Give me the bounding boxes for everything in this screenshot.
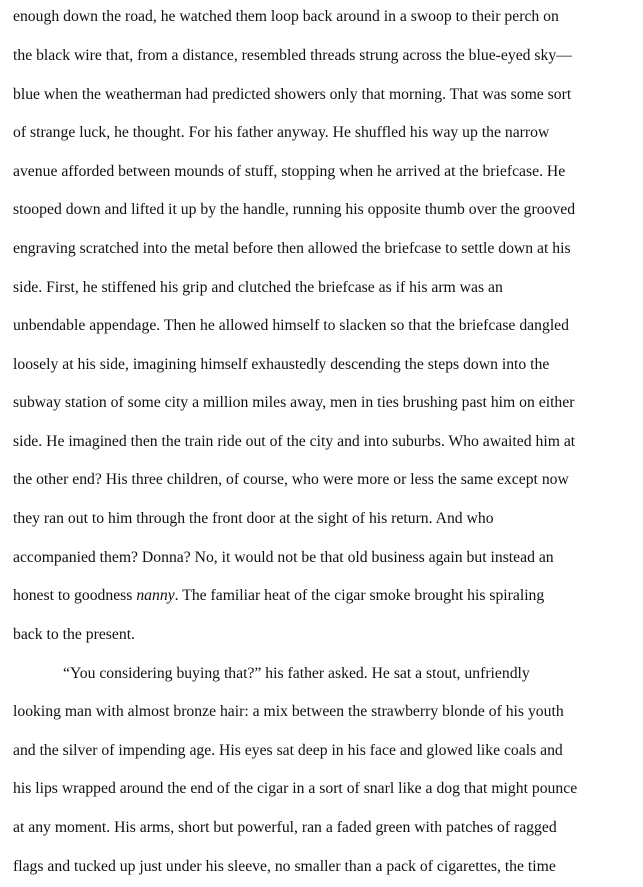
text-line: side. First, he stiffened his grip and clutched the briefcase as if his arm was an (13, 279, 503, 296)
text-line: enough down the road, he watched them loop back around in a swoop to their perch on (13, 8, 559, 25)
text-line: they ran out to him through the front door at the sight of his return. And who (13, 510, 494, 527)
text-line: accompanied them? Donna? No, it would not be that old business again but instead an (13, 549, 554, 566)
text-line: engraving scratched into the metal before then allowed the briefcase to settle down at his (13, 240, 571, 257)
text-line: side. He imagined then the train ride out of the city and into suburbs. Who awaited him at (13, 433, 576, 450)
text-run: honest to goodness (13, 587, 137, 604)
text-line: looking man with almost bronze hair: a mix between the strawberry blonde of his youth (13, 703, 564, 720)
text-line: the other end? His three children, of course, who were more or less the same except now (13, 471, 569, 488)
text-line: of strange luck, he thought. For his father anyway. He shuffled his way up the narrow (13, 124, 550, 141)
text-line: at any moment. His arms, short but powerful, ran a faded green with patches of ragged (13, 819, 557, 836)
text-line: his lips wrapped around the end of the cigar in a sort of snarl like a dog that might pounce (13, 780, 578, 797)
text-line: flags and tucked up just under his sleeve, no smaller than a pack of cigarettes, the time (13, 858, 556, 875)
italic-word: nanny (136, 587, 175, 604)
text-line: subway station of some city a million miles away, men in ties brushing past him on either (13, 394, 575, 411)
text-line: blue when the weatherman had predicted showers only that morning. That was some sort (13, 86, 572, 103)
text-line: stooped down and lifted it up by the handle, running his opposite thumb over the grooved (13, 201, 576, 218)
text-run: . The familiar heat of the cigar smoke brought his spiraling (174, 587, 545, 604)
text-line: and the silver of impending age. His eyes sat deep in his face and glowed like coals and (13, 742, 563, 759)
paragraph-first-line: “You considering buying that?” his father asked. He sat a stout, unfriendly (63, 665, 530, 682)
text-line: unbendable appendage. Then he allowed himself to slacken so that the briefcase dangled (13, 317, 569, 334)
text-line: loosely at his side, imagining himself exhaustedly descending the steps down into the (13, 356, 550, 373)
text-line (13, 586, 544, 606)
text-line: back to the present. (13, 626, 135, 643)
text-line: the black wire that, from a distance, resembled threads strung across the blue-eyed sky— (13, 47, 572, 64)
text-line: avenue afforded between mounds of stuff, stopping when he arrived at the briefcase. He (13, 163, 566, 180)
